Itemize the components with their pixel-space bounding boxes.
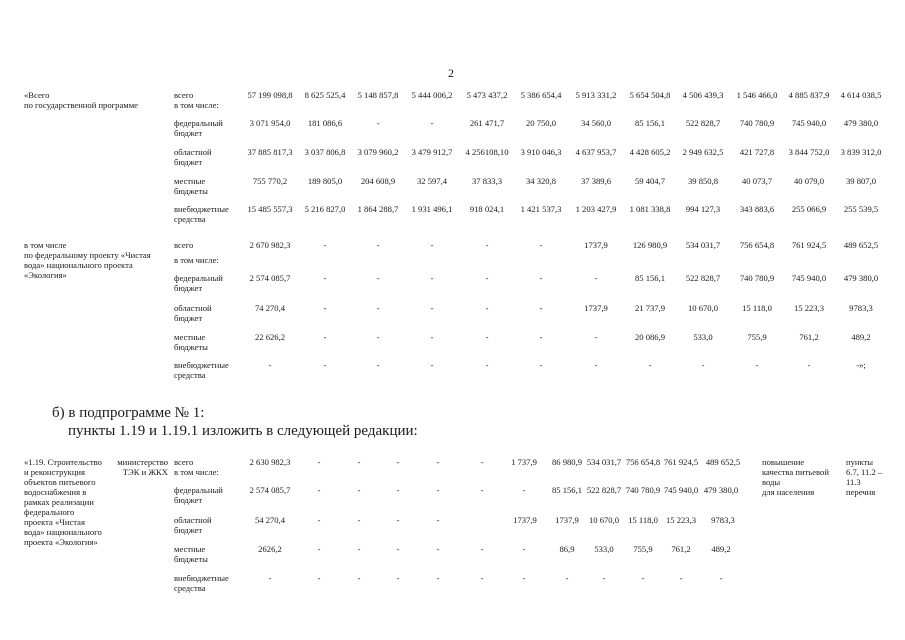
heading-line-1: б) в подпрограмме № 1: <box>52 405 205 421</box>
table-cell: 4 637 953,7 <box>575 147 617 157</box>
result: повышение качества питьевой воды для населения <box>762 457 829 497</box>
table-cell: 745 940,0 <box>791 273 827 283</box>
row-label: всего <box>174 240 194 250</box>
table-cell: 255 066,9 <box>791 204 827 214</box>
executor: министерство ТЭК и ЖКХ <box>117 457 168 477</box>
table-cell: - <box>376 360 380 370</box>
table-cell: - <box>376 240 380 250</box>
program-label: «Всего по государственной программе <box>24 90 138 110</box>
table-cell: 2 574 085,7 <box>249 485 291 495</box>
table-cell: - <box>357 485 361 495</box>
table-cell: 204 608,9 <box>360 176 396 186</box>
table-cell: - <box>539 303 543 313</box>
table-cell: 755 770,2 <box>252 176 288 186</box>
table-cell: - <box>396 485 400 495</box>
table-cell: 15 223,3 <box>665 515 697 525</box>
table-cell: 489 652,5 <box>705 457 741 467</box>
table-cell: - <box>396 544 400 554</box>
table-cell: 994 127,3 <box>685 204 721 214</box>
table-cell: - <box>480 457 484 467</box>
table-cell: 5 216 827,0 <box>304 204 346 214</box>
table-cell: 1737,9 <box>584 240 608 250</box>
table-cell: 761 924,5 <box>791 240 827 250</box>
row-label: местные бюджеты <box>174 176 208 196</box>
table-cell: 489,2 <box>851 332 871 342</box>
table-cell: 8 625 525,4 <box>304 90 346 100</box>
table-cell: - <box>357 515 361 525</box>
table-cell: 534 031,7 <box>685 240 721 250</box>
table-cell: - <box>594 273 598 283</box>
table-cell: 3 910 046,3 <box>520 147 562 157</box>
table-cell: - <box>436 485 440 495</box>
table-cell: - <box>430 360 434 370</box>
row-label: внебюджетные средства <box>174 573 229 593</box>
table-cell: 755,9 <box>633 544 653 554</box>
table-cell: 4 885 837,9 <box>788 90 830 100</box>
table-cell: - <box>648 360 652 370</box>
table-cell: - <box>436 544 440 554</box>
table-cell: - <box>485 303 489 313</box>
row-label: областной бюджет <box>174 515 212 535</box>
table-cell: 1737,9 <box>555 515 579 525</box>
table-cell: 37 885 817,3 <box>247 147 293 157</box>
row-label: всего в том числе: <box>174 457 219 477</box>
table-cell: - <box>268 573 272 583</box>
table-cell: 86 980,9 <box>551 457 583 467</box>
table-cell: - <box>268 360 272 370</box>
table-cell: 522 828,7 <box>586 485 622 495</box>
table-cell: 533,0 <box>693 332 713 342</box>
table-cell: - <box>357 457 361 467</box>
row-label: федеральный бюджет <box>174 273 223 293</box>
table-cell: 20 750,0 <box>525 118 557 128</box>
table-cell: - <box>436 573 440 583</box>
table-cell: - <box>641 573 645 583</box>
table-cell: 343 883,6 <box>739 204 775 214</box>
table-cell: - <box>807 360 811 370</box>
row-label: в том числе: <box>174 255 219 265</box>
table-cell: 5 148 857,8 <box>357 90 399 100</box>
table-cell: 756 654,8 <box>625 457 661 467</box>
table-cell: 3 479 912,7 <box>411 147 453 157</box>
table-cell: 85 156,1 <box>634 273 666 283</box>
heading-line-2: пункты 1.19 и 1.19.1 изложить в следующей редакции: <box>68 423 418 439</box>
table-cell: 74 270,4 <box>254 303 286 313</box>
table-cell: 39 850,8 <box>687 176 719 186</box>
table-cell: 40 073,7 <box>741 176 773 186</box>
table-cell: 5 473 437,2 <box>466 90 508 100</box>
table-cell: - <box>376 273 380 283</box>
table-cell: - <box>317 457 321 467</box>
table-cell: - <box>522 485 526 495</box>
table-cell: 479 380,0 <box>703 485 739 495</box>
table-cell: - <box>719 573 723 583</box>
table-cell: 489,2 <box>711 544 731 554</box>
table-cell: - <box>565 573 569 583</box>
table-cell: - <box>430 273 434 283</box>
table-cell: 761 924,5 <box>663 457 699 467</box>
table-cell: - <box>485 240 489 250</box>
table-cell: - <box>480 573 484 583</box>
table-cell: - <box>396 457 400 467</box>
table-cell: - <box>376 332 380 342</box>
table-cell: 40 079,0 <box>793 176 825 186</box>
table-cell: 10 670,0 <box>687 303 719 313</box>
table-cell: - <box>396 515 400 525</box>
table-cell: 15 118,0 <box>628 515 658 525</box>
table-cell: - <box>376 118 380 128</box>
table-cell: -»; <box>856 360 866 370</box>
table-cell: 37 389,6 <box>580 176 612 186</box>
table-cell: 2 949 632,5 <box>682 147 724 157</box>
table-cell: 85 156,1 <box>551 485 583 495</box>
table-cell: 261 471,7 <box>469 118 505 128</box>
table-cell: 1 421 537,3 <box>520 204 562 214</box>
table-cell: 421 727,8 <box>739 147 775 157</box>
table-cell: - <box>594 332 598 342</box>
table-cell: 34 320,8 <box>525 176 557 186</box>
table-cell: 4 428 605,2 <box>629 147 671 157</box>
table-cell: - <box>436 515 440 525</box>
table-cell: - <box>522 544 526 554</box>
table-cell: - <box>317 515 321 525</box>
table-cell: 126 980,9 <box>632 240 668 250</box>
table-cell: 4 614 038,5 <box>840 90 882 100</box>
table-cell: 21 737,9 <box>634 303 666 313</box>
table-cell: 10 670,0 <box>588 515 620 525</box>
table-cell: 755,9 <box>747 332 767 342</box>
table-cell: 740 780,9 <box>739 118 775 128</box>
table-cell: 2626,2 <box>258 544 282 554</box>
table-cell: - <box>522 573 526 583</box>
table-cell: 1 864 288,7 <box>357 204 399 214</box>
table-cell: - <box>480 544 484 554</box>
row-label: областной бюджет <box>174 147 212 167</box>
table-cell: 20 086,9 <box>634 332 666 342</box>
row-label: федеральный бюджет <box>174 118 223 138</box>
table-cell: 189 805,0 <box>307 176 343 186</box>
table-cell: 522 828,7 <box>685 273 721 283</box>
table-cell: 86,9 <box>559 544 575 554</box>
table-cell: 57 199 098,8 <box>247 90 293 100</box>
table-cell: 22 626,2 <box>254 332 286 342</box>
table-cell: 85 156,1 <box>634 118 666 128</box>
table-cell: - <box>323 360 327 370</box>
table-cell: 479 380,0 <box>843 273 879 283</box>
table-cell: 479 380,0 <box>843 118 879 128</box>
table-cell: 2 574 085,7 <box>249 273 291 283</box>
table-cell: 489 652,5 <box>843 240 879 250</box>
table-cell: 32 597,4 <box>416 176 448 186</box>
table-cell: 1 081 338,8 <box>629 204 671 214</box>
table-cell: 15 118,0 <box>742 303 772 313</box>
table-cell: 5 386 654,4 <box>520 90 562 100</box>
table-cell: - <box>539 240 543 250</box>
table-cell: - <box>430 332 434 342</box>
table-cell: 756 654,8 <box>739 240 775 250</box>
table-cell: 181 086,6 <box>307 118 343 128</box>
table-cell: - <box>755 360 759 370</box>
row-label: всего в том числе: <box>174 90 219 110</box>
row-label: местные бюджеты <box>174 544 208 564</box>
table-cell: - <box>485 332 489 342</box>
table-cell: 1737,9 <box>584 303 608 313</box>
table-cell: 3 844 752,0 <box>788 147 830 157</box>
table-cell: - <box>430 303 434 313</box>
table-cell: 745 940,0 <box>663 485 699 495</box>
table-cell: 1737,9 <box>513 515 537 525</box>
table-cell: 37 833,3 <box>471 176 503 186</box>
table-cell: 15 485 557,3 <box>247 204 293 214</box>
table-cell: 1 546 466,0 <box>736 90 778 100</box>
table-cell: 4 506 439,3 <box>682 90 724 100</box>
table-cell: 9783,3 <box>711 515 735 525</box>
table-cell: - <box>485 360 489 370</box>
table-cell: 740 780,9 <box>625 485 661 495</box>
table-cell: - <box>323 303 327 313</box>
table-cell: 533,0 <box>594 544 614 554</box>
table-cell: 3 071 954,0 <box>249 118 291 128</box>
project-label: в том числе по федеральному проекту «Чистая вода» национального проекта «Экология» <box>24 240 151 280</box>
table-cell: 54 270,4 <box>254 515 286 525</box>
page-number: 2 <box>448 66 454 80</box>
table-cell: - <box>430 118 434 128</box>
table-cell: - <box>480 485 484 495</box>
table-cell: 34 560,0 <box>580 118 612 128</box>
table-cell: 918 024,1 <box>469 204 505 214</box>
table-cell: - <box>317 485 321 495</box>
table-cell: - <box>436 457 440 467</box>
table-cell: - <box>323 240 327 250</box>
table-cell: - <box>679 573 683 583</box>
table-cell: 761,2 <box>799 332 819 342</box>
table-cell: 3 839 312,0 <box>840 147 882 157</box>
table-cell: - <box>357 573 361 583</box>
table-cell: 5 913 331,2 <box>575 90 617 100</box>
table-cell: 3 037 806,8 <box>304 147 346 157</box>
table-cell: - <box>594 360 598 370</box>
table-cell: - <box>323 332 327 342</box>
table-cell: 522 828,7 <box>685 118 721 128</box>
table-cell: 534 031,7 <box>586 457 622 467</box>
indicators: пункты 6.7, 11.2 – 11.3 перечня <box>846 457 883 497</box>
table-cell: 39 807,0 <box>845 176 877 186</box>
row-label: внебюджетные средства <box>174 360 229 380</box>
table-cell: 5 654 504,8 <box>629 90 671 100</box>
table-cell: - <box>701 360 705 370</box>
table-cell: - <box>539 273 543 283</box>
table-cell: - <box>317 544 321 554</box>
table-cell: 3 079 960,2 <box>357 147 399 157</box>
table-cell: 761,2 <box>671 544 691 554</box>
table-cell: 1 737,9 <box>511 457 537 467</box>
table-cell: - <box>539 332 543 342</box>
table-cell: - <box>323 273 327 283</box>
item-label: «1.19. Строительство и реконструкция объектов питьевого водоснабжения в рамках реализации федерального проекта «Чистая вода» национального проекта «Экология» <box>24 457 102 547</box>
table-cell: 2 670 982,3 <box>249 240 291 250</box>
table-cell: 5 444 006,2 <box>411 90 453 100</box>
table-cell: - <box>376 303 380 313</box>
table-cell: - <box>430 240 434 250</box>
table-cell: 1 931 496,1 <box>411 204 453 214</box>
row-label: местные бюджеты <box>174 332 208 352</box>
table-cell: 59 404,7 <box>634 176 666 186</box>
table-cell: - <box>357 544 361 554</box>
table-cell: 740 780,9 <box>739 273 775 283</box>
table-cell: 255 539,5 <box>843 204 879 214</box>
table-cell: 15 223,3 <box>793 303 825 313</box>
table-cell: 745 940,0 <box>791 118 827 128</box>
row-label: федеральный бюджет <box>174 485 223 505</box>
table-cell: - <box>317 573 321 583</box>
table-cell: - <box>396 573 400 583</box>
table-cell: - <box>539 360 543 370</box>
table-cell: 4 256108,10 <box>465 147 509 157</box>
table-cell: - <box>485 273 489 283</box>
row-label: внебюджетные средства <box>174 204 229 224</box>
table-cell: 1 203 427,9 <box>575 204 617 214</box>
table-cell: 9783,3 <box>849 303 873 313</box>
table-cell: 2 630 982,3 <box>249 457 291 467</box>
table-cell: - <box>602 573 606 583</box>
row-label: областной бюджет <box>174 303 212 323</box>
